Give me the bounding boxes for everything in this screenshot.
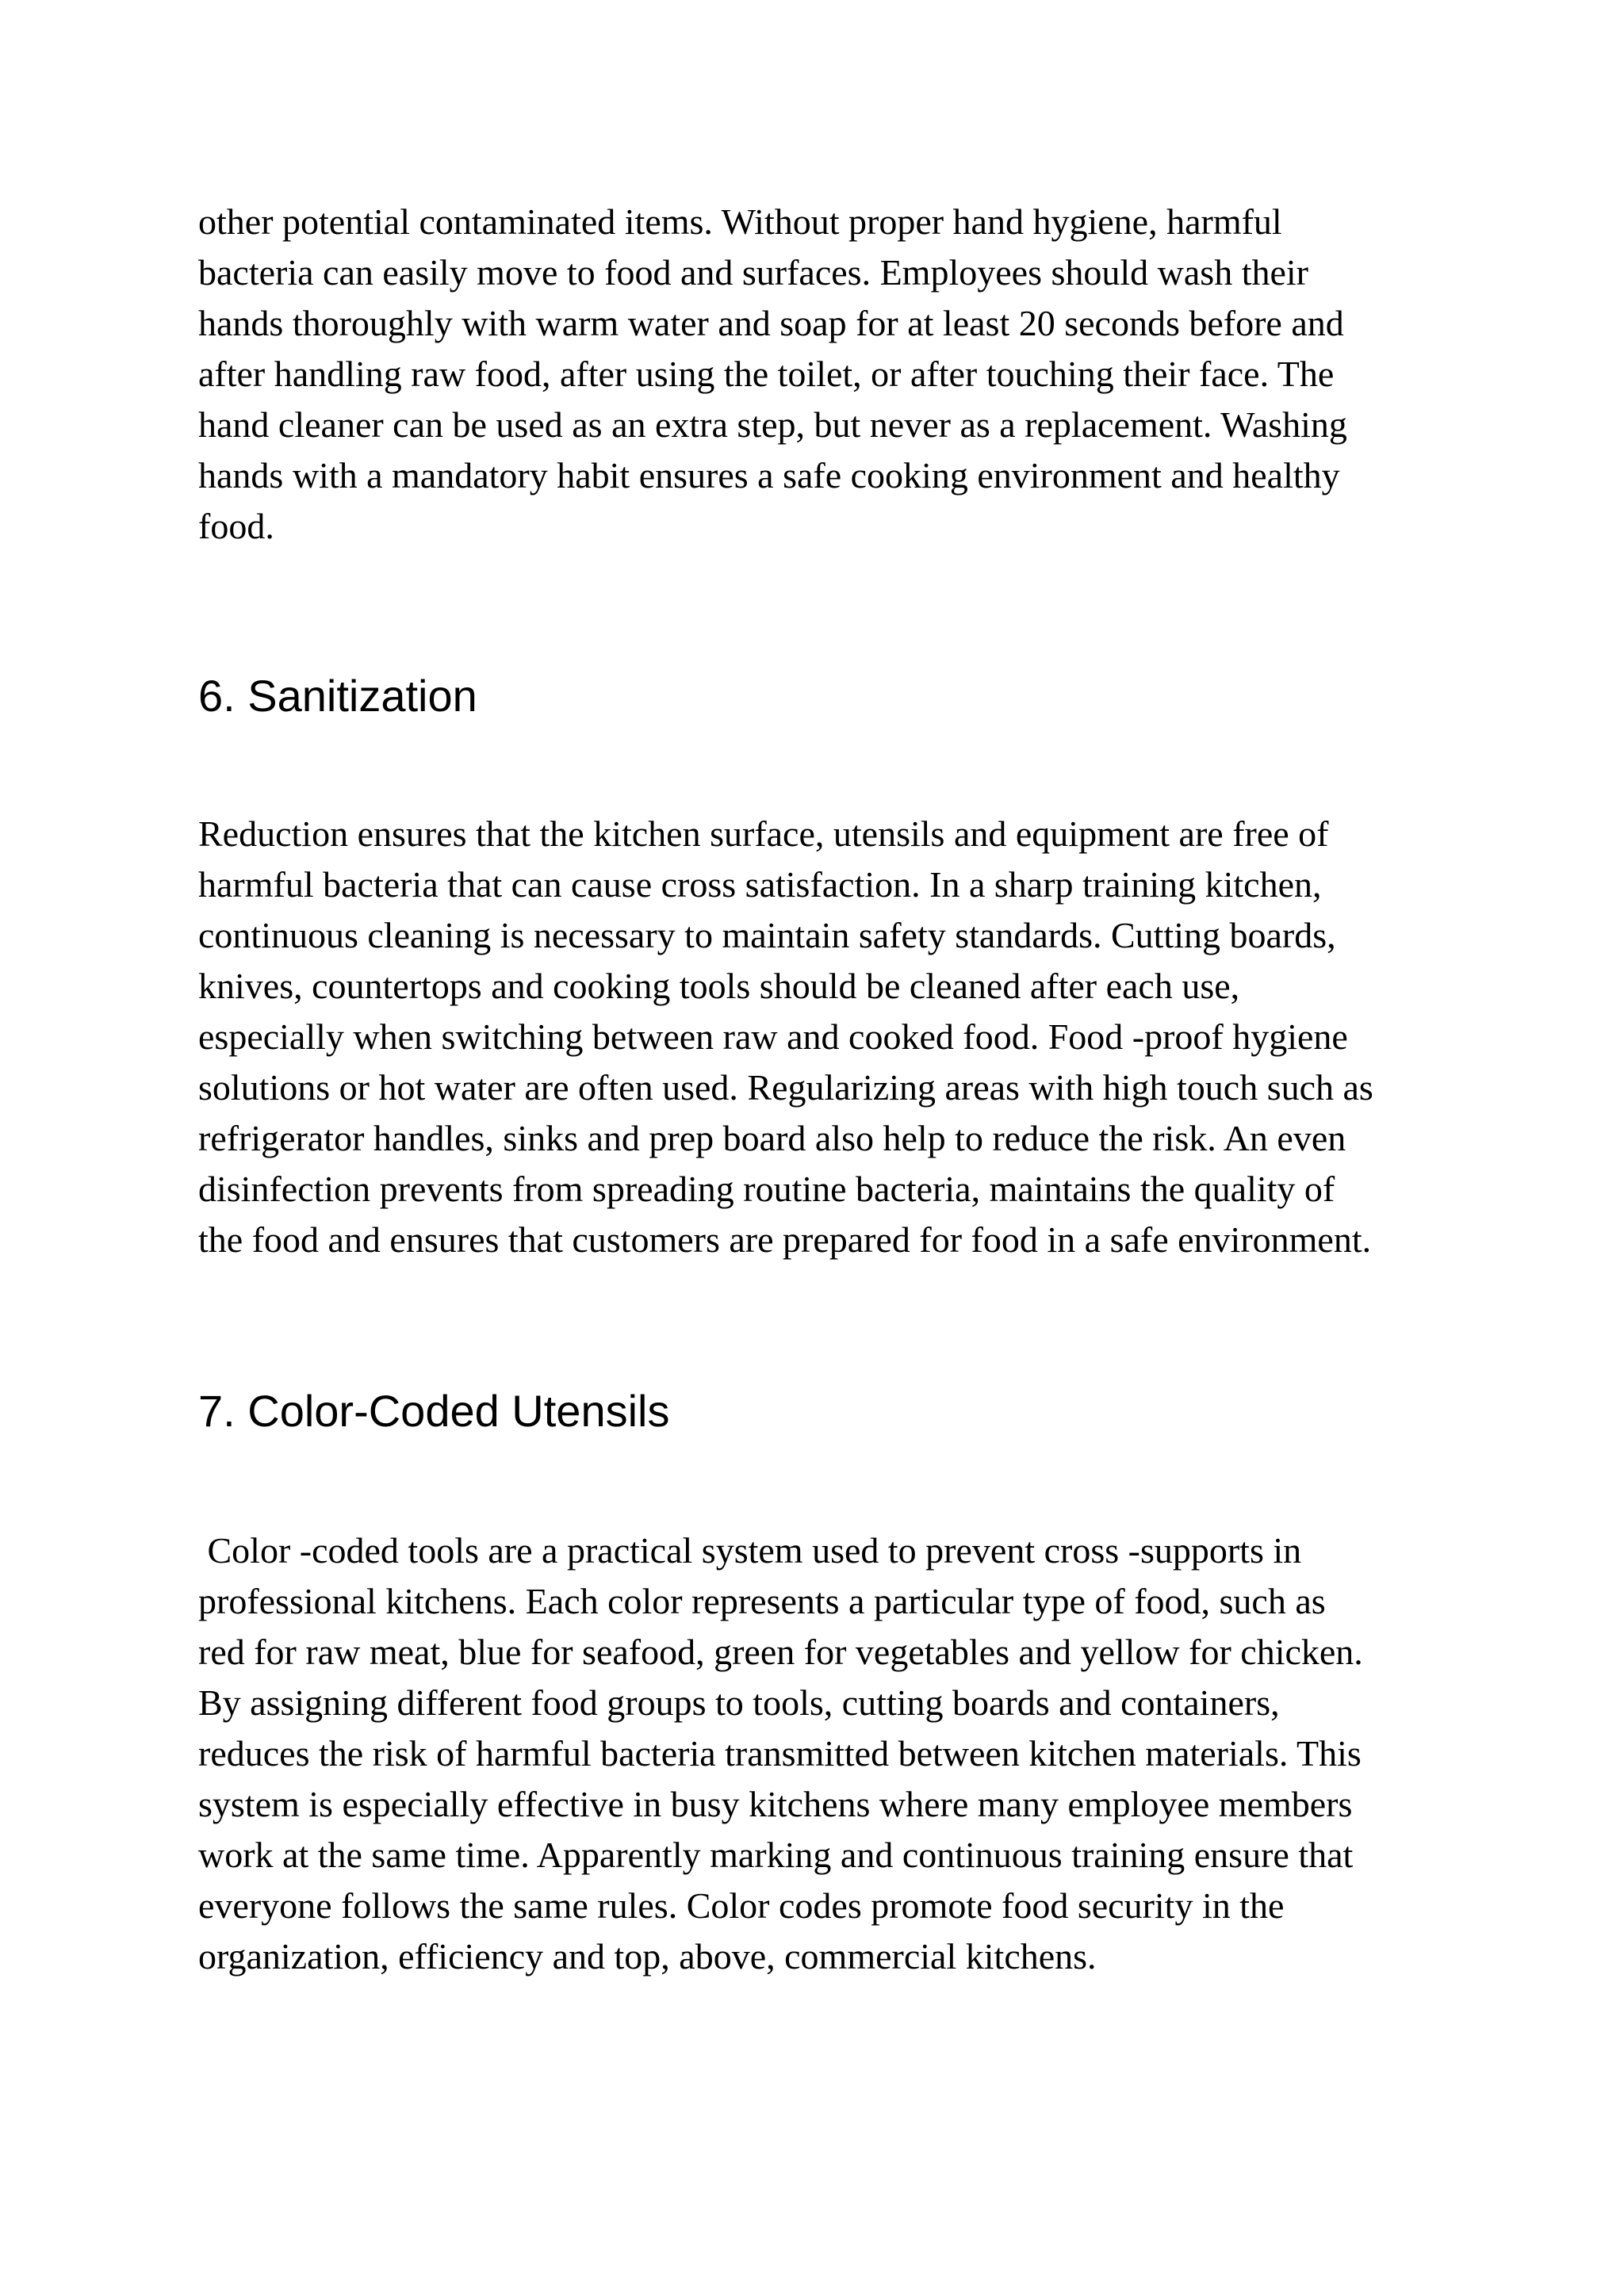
text-line: especially when switching between raw and cooked food. Food -proof hygiene <box>198 1016 1348 1057</box>
text-line: continuous cleaning is necessary to maintain safety standards. Cutting boards, <box>198 915 1336 955</box>
text-line: hands with a mandatory habit ensures a safe cooking environment and healthy <box>198 455 1340 496</box>
paragraph-sanitization <box>198 809 1373 1265</box>
text-line: solutions or hot water are often used. Regularizing areas with high touch such as <box>198 1067 1373 1108</box>
text-line: after handling raw food, after using the toilet, or after touching their face. The <box>198 354 1335 394</box>
text-line: harmful bacteria that can cause cross satisfaction. In a sharp training kitchen, <box>198 864 1322 905</box>
text-line: organization, efficiency and top, above, commercial kitchens. <box>198 1936 1097 1976</box>
section-heading-color-coded-utensils: 7. Color-Coded Utensils <box>198 1386 670 1436</box>
text-line: knives, countertops and cooking tools should be cleaned after each use, <box>198 966 1240 1006</box>
text-line: the food and ensures that customers are prepared for food in a safe environment. <box>198 1219 1372 1260</box>
section-heading-sanitization: 6. Sanitization <box>198 671 477 721</box>
text-line: bacteria can easily move to food and surfaces. Employees should wash their <box>198 252 1308 293</box>
text-line: other potential contaminated items. Without proper hand hygiene, harmful <box>198 201 1282 242</box>
text-line: hands thoroughly with warm water and soap for at least 20 seconds before and <box>198 303 1344 343</box>
text-line: refrigerator handles, sinks and prep board also help to reduce the risk. An even <box>198 1118 1346 1158</box>
text-line: professional kitchens. Each color represents a particular type of food, such as <box>198 1581 1326 1621</box>
paragraph-hand-hygiene <box>198 197 1347 552</box>
text-line: system is especially effective in busy kitchens where many employee members <box>198 1784 1353 1824</box>
text-line: disinfection prevents from spreading routine bacteria, maintains the quality of <box>198 1169 1335 1209</box>
text-line: reduces the risk of harmful bacteria transmitted between kitchen materials. This <box>198 1733 1362 1774</box>
text-line: work at the same time. Apparently marking and continuous training ensure that <box>198 1835 1354 1875</box>
text-line: Color -coded tools are a practical system used to prevent cross -supports in <box>198 1530 1302 1571</box>
text-line: Reduction ensures that the kitchen surface, utensils and equipment are free of <box>198 813 1329 854</box>
text-line: food. <box>198 506 274 546</box>
text-line: everyone follows the same rules. Color codes promote food security in the <box>198 1885 1285 1926</box>
text-line: red for raw meat, blue for seafood, green for vegetables and yellow for chicken. <box>198 1632 1363 1672</box>
paragraph-color-coded-utensils <box>198 1525 1363 1982</box>
text-line: By assigning different food groups to tools, cutting boards and containers, <box>198 1682 1280 1723</box>
text-line: hand cleaner can be used as an extra step, but never as a replacement. Washing <box>198 404 1347 445</box>
